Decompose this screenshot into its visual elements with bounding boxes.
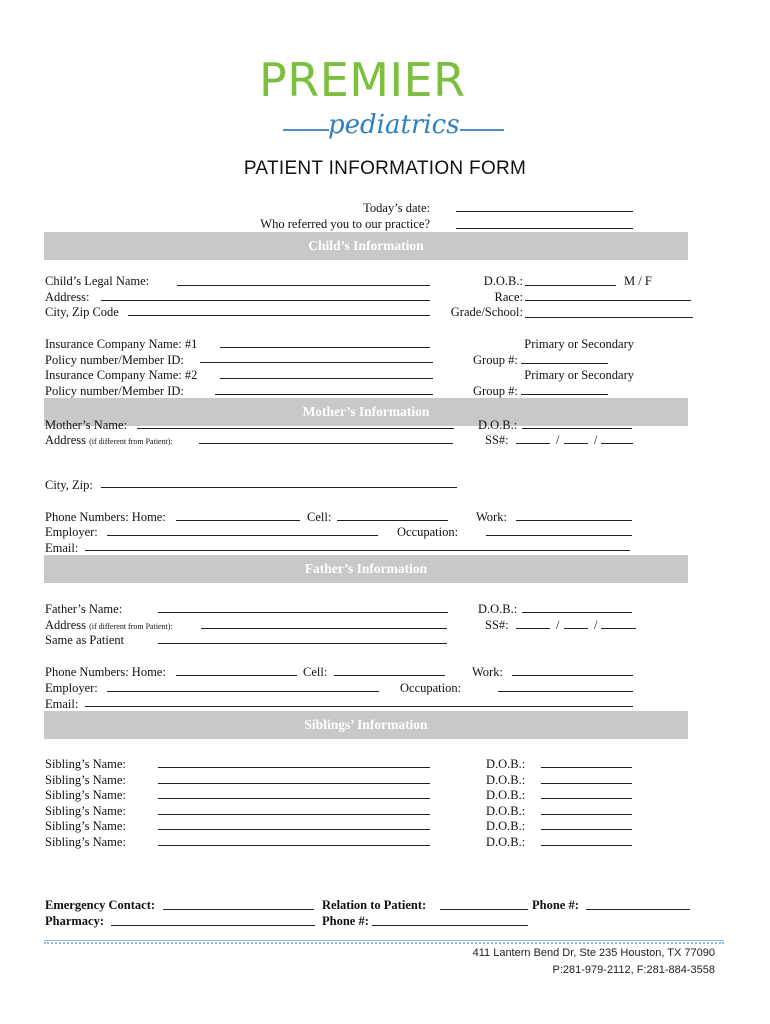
sibling-3-dob-label: D.O.B.: — [486, 788, 526, 802]
sibling-6-name-field[interactable] — [158, 845, 430, 846]
sibling-5-name-field[interactable] — [158, 829, 430, 830]
mother-address-label — [45, 433, 173, 449]
mother-email-field[interactable] — [85, 550, 630, 551]
sibling-6-dob-label: D.O.B.: — [486, 835, 526, 849]
todays-date-label: Today’s date: — [363, 201, 430, 215]
section-child: Child’s Information — [44, 232, 688, 260]
father-phone-home-label: Phone Numbers: Home: — [45, 665, 166, 679]
mother-work-label: Work: — [476, 510, 507, 524]
todays-date-field[interactable] — [456, 211, 633, 212]
referred-label: Who referred you to our practice? — [260, 217, 430, 231]
father-email-field[interactable] — [85, 706, 633, 707]
mother-occupation-field[interactable] — [486, 535, 632, 536]
sibling-4-name-field[interactable] — [158, 814, 430, 815]
sibling-2-name-field[interactable] — [158, 783, 430, 784]
father-ss-label: SS#: — [485, 618, 509, 632]
sibling-3-name-label: Sibling’s Name: — [45, 788, 126, 802]
child-address-field[interactable] — [101, 300, 430, 301]
mother-address-note: (if different from Patient): — [89, 437, 173, 446]
mother-ss-slash-2: / — [594, 433, 598, 447]
father-ss-slash-2: / — [594, 618, 598, 632]
mother-ss-field-1[interactable] — [516, 443, 550, 444]
mother-address-field[interactable] — [199, 443, 453, 444]
father-work-label: Work: — [472, 665, 503, 679]
child-race-label: Race: — [494, 290, 523, 304]
group1-field[interactable] — [521, 363, 608, 364]
sibling-1-name-field[interactable] — [158, 767, 430, 768]
relation-field[interactable] — [440, 909, 528, 910]
mother-cell-field[interactable] — [337, 520, 448, 521]
father-ss-field-3[interactable] — [601, 628, 636, 629]
child-city-field[interactable] — [128, 315, 430, 316]
child-race-field[interactable] — [525, 300, 691, 301]
section-mother: Mother’s Information — [44, 398, 688, 426]
sibling-5-dob-field[interactable] — [541, 829, 632, 830]
child-dob-field[interactable] — [525, 285, 616, 286]
father-dob-field[interactable] — [522, 612, 632, 613]
policy2-label: Policy number/Member ID: — [45, 384, 184, 398]
father-address-label — [45, 618, 173, 634]
child-address-label: Address: — [45, 290, 90, 304]
policy1-label: Policy number/Member ID: — [45, 353, 184, 367]
form-title: PATIENT INFORMATION FORM — [243, 158, 527, 179]
policy2-field[interactable] — [215, 394, 433, 395]
mother-phone-home-field[interactable] — [176, 520, 300, 521]
group2-label: Group #: — [473, 384, 518, 398]
mother-employer-label: Employer: — [45, 525, 98, 539]
father-dob-label: D.O.B.: — [478, 602, 518, 616]
mother-address-text: Address — [45, 433, 86, 447]
sibling-4-dob-label: D.O.B.: — [486, 804, 526, 818]
prim-sec2-label: Primary or Secondary — [524, 368, 634, 382]
emergency-phone-label: Phone #: — [532, 898, 579, 912]
child-sex-label: M / F — [624, 274, 652, 288]
section-siblings: Siblings’ Information — [44, 711, 688, 739]
mother-ss-label: SS#: — [485, 433, 509, 447]
father-ss-field-2[interactable] — [564, 628, 588, 629]
footer-phones: P:281-979-2112, F:281-884-3558 — [552, 964, 715, 976]
mother-name-label: Mother’s Name: — [45, 418, 128, 432]
mother-employer-field[interactable] — [107, 535, 378, 536]
pharmacy-phone-label: Phone #: — [322, 914, 369, 928]
mother-ss-field-2[interactable] — [564, 443, 588, 444]
father-ss-slash-1: / — [556, 618, 560, 632]
father-same-label: Same as Patient — [45, 633, 125, 647]
sibling-6-dob-field[interactable] — [541, 845, 632, 846]
mother-ss-slash-1: / — [556, 433, 560, 447]
child-city-label: City, Zip Code — [45, 305, 119, 319]
logo-subtitle: pediatrics — [328, 110, 460, 140]
mother-name-field[interactable] — [137, 428, 454, 429]
mother-ss-field-3[interactable] — [601, 443, 633, 444]
pharmacy-label: Pharmacy: — [45, 914, 105, 928]
ins2-label: Insurance Company Name: #2 — [45, 368, 198, 382]
father-phone-home-field[interactable] — [176, 675, 297, 676]
sibling-1-dob-label: D.O.B.: — [486, 757, 526, 771]
logo-rule-left — [283, 129, 329, 131]
footer-address: 411 Lantern Bend Dr, Ste 235 Houston, TX 77090 — [472, 947, 715, 959]
child-legal-name-field[interactable] — [177, 285, 430, 286]
father-occupation-field[interactable] — [498, 691, 633, 692]
group2-field[interactable] — [521, 394, 608, 395]
ins2-field[interactable] — [220, 378, 433, 379]
sibling-1-dob-field[interactable] — [541, 767, 632, 768]
sibling-5-dob-label: D.O.B.: — [486, 819, 526, 833]
father-address-field[interactable] — [201, 628, 447, 629]
mother-dob-field[interactable] — [522, 428, 632, 429]
sibling-4-name-label: Sibling’s Name: — [45, 804, 126, 818]
policy1-field[interactable] — [200, 362, 433, 363]
sibling-6-name-label: Sibling’s Name: — [45, 835, 126, 849]
father-occupation-label: Occupation: — [400, 681, 462, 695]
mother-city-label: City, Zip: — [45, 478, 93, 492]
prim-sec1-label: Primary or Secondary — [524, 337, 634, 351]
sibling-4-dob-field[interactable] — [541, 814, 632, 815]
father-name-label: Father’s Name: — [45, 602, 123, 616]
emergency-field[interactable] — [163, 909, 314, 910]
child-grade-field[interactable] — [525, 317, 693, 318]
father-employer-label: Employer: — [45, 681, 98, 695]
mother-city-field[interactable] — [101, 487, 457, 488]
sibling-3-name-field[interactable] — [158, 798, 430, 799]
father-cell-field[interactable] — [334, 675, 445, 676]
mother-work-field[interactable] — [516, 520, 632, 521]
father-address-text: Address — [45, 618, 86, 632]
mother-cell-label: Cell: — [307, 510, 332, 524]
father-work-field[interactable] — [512, 675, 633, 676]
child-legal-name-label: Child’s Legal Name: — [45, 274, 150, 288]
mother-email-label: Email: — [45, 541, 79, 555]
emergency-label: Emergency Contact: — [45, 898, 156, 912]
mother-phone-home-label: Phone Numbers: Home: — [45, 510, 166, 524]
child-grade-label: Grade/School: — [450, 305, 523, 319]
emergency-phone-field[interactable] — [586, 909, 690, 910]
sibling-2-dob-field[interactable] — [541, 783, 632, 784]
mother-occupation-label: Occupation: — [397, 525, 459, 539]
logo-brand: PREMIER — [259, 53, 466, 107]
sibling-1-name-label: Sibling’s Name: — [45, 757, 126, 771]
ins1-label: Insurance Company Name: #1 — [45, 337, 198, 351]
sibling-2-name-label: Sibling’s Name: — [45, 773, 126, 787]
child-dob-label: D.O.B.: — [483, 274, 523, 288]
mother-dob-label: D.O.B.: — [478, 418, 518, 432]
father-address-note: (if different from Patient): — [89, 622, 173, 631]
father-same-field[interactable] — [158, 643, 447, 644]
footer-rule — [44, 940, 724, 944]
sibling-2-dob-label: D.O.B.: — [486, 773, 526, 787]
father-ss-field-1[interactable] — [516, 628, 550, 629]
logo-rule-right — [460, 129, 504, 131]
sibling-5-name-label: Sibling’s Name: — [45, 819, 126, 833]
pharmacy-phone-field[interactable] — [372, 925, 528, 926]
pharmacy-field[interactable] — [111, 925, 315, 926]
ins1-field[interactable] — [220, 347, 430, 348]
referred-field[interactable] — [456, 228, 633, 229]
relation-label: Relation to Patient: — [322, 898, 427, 912]
father-email-label: Email: — [45, 697, 79, 711]
father-cell-label: Cell: — [303, 665, 328, 679]
father-employer-field[interactable] — [107, 691, 379, 692]
section-father: Father’s Information — [44, 555, 688, 583]
group1-label: Group #: — [473, 353, 518, 367]
sibling-3-dob-field[interactable] — [541, 798, 632, 799]
father-name-field[interactable] — [158, 612, 448, 613]
